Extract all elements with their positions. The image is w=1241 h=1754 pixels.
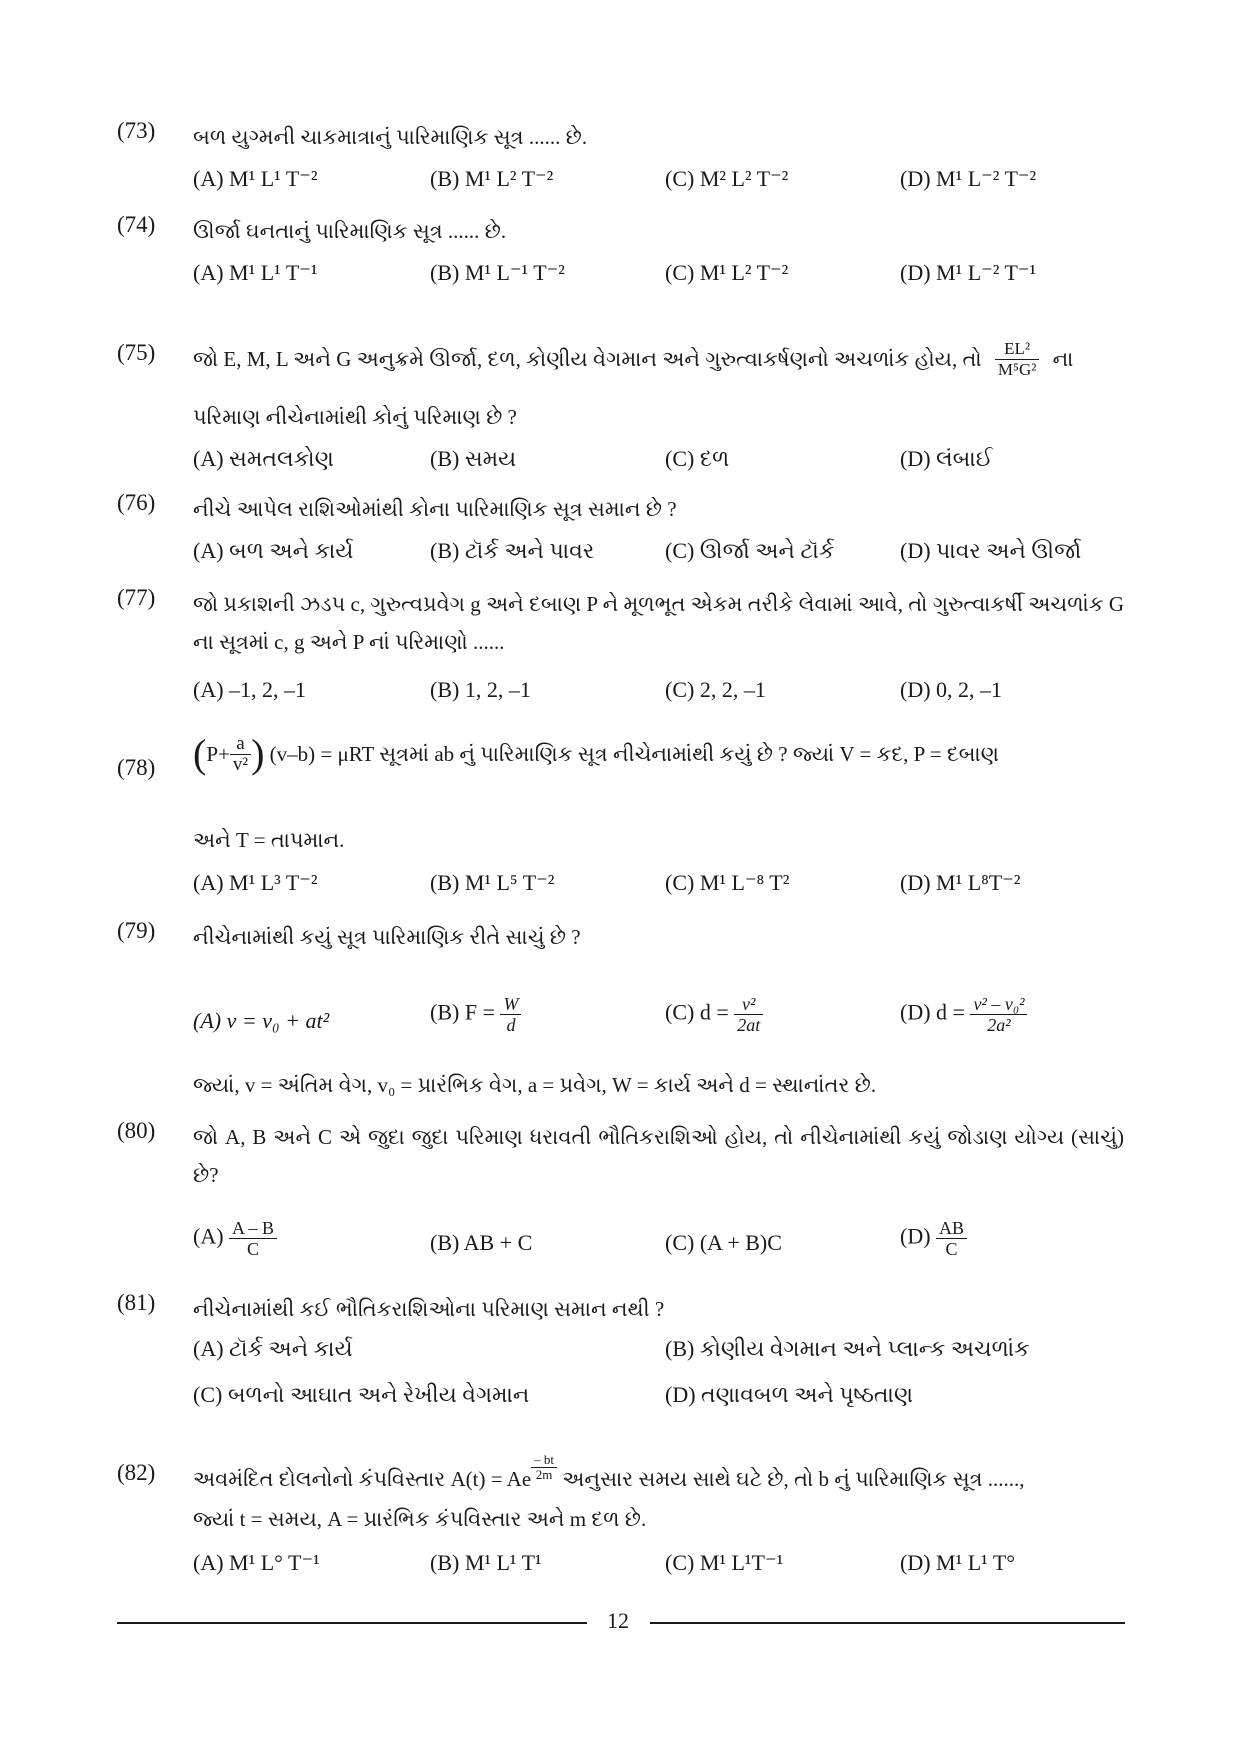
fraction	[230, 734, 251, 775]
question-text-c: પરિમાણ નીચેનામાંથી કોનું પરિમાણ છે ?	[193, 405, 517, 429]
question-number: (82)	[117, 1460, 156, 1485]
fraction-denominator: 2at	[737, 1015, 761, 1035]
question-text: ઊર્જા ઘનતાનું પારિમાણિક સૂત્ર ...... છે.	[193, 219, 507, 243]
question-number: (81)	[117, 1290, 156, 1315]
option-a-fraction	[229, 1218, 277, 1259]
option-c-fraction	[734, 994, 763, 1035]
option-a: (A) M¹ L° T⁻¹	[193, 1550, 320, 1575]
option-c: (C) M² L² T⁻²	[665, 166, 789, 191]
option-c: (C) ઊર્જા અને ટૉર્ક	[665, 538, 835, 563]
fraction-numerator: a	[230, 734, 251, 755]
option-b: (B) M¹ L⁵ T⁻²	[430, 870, 555, 895]
option-d: (D) M¹ L⁻² T⁻²	[900, 166, 1037, 191]
option-a: (A) M¹ L¹ T⁻¹	[193, 260, 318, 285]
fraction-numerator: EL²	[995, 339, 1039, 360]
option-a: (A) ટૉર્ક અને કાર્ય	[193, 1336, 353, 1361]
expr-p: P+	[206, 742, 230, 767]
option-b: (B) 1, 2, –1	[430, 677, 531, 702]
fraction-numerator: W	[500, 994, 521, 1015]
question-number: (78)	[117, 755, 156, 780]
exponent-fraction	[531, 1453, 557, 1482]
option-b: (B) M¹ L¹ T¹	[430, 1550, 542, 1575]
option-a-prefix: (A)	[193, 1223, 224, 1249]
question-number: (73)	[117, 118, 156, 143]
option-b-prefix: (B) F =	[430, 999, 495, 1025]
option-c: (C) (A + B)C	[665, 1230, 782, 1255]
question-text: જો A, B અને C એ જુદા જુદા પરિમાણ ધરાવતી ભૌતિકરાશિઓ હોય, તો નીચેનામાંથી કયું જોડાણ યોગ્ય (સાચું) છે?	[193, 1125, 1124, 1187]
fraction-numerator: A – B	[229, 1218, 277, 1239]
question-text	[193, 733, 1124, 775]
fraction-denominator: C	[247, 1239, 260, 1259]
option-d: (D) M¹ L⁸T⁻²	[900, 870, 1021, 895]
question-text-a: અવમંદિત દોલનોનો કંપવિસ્તાર A(t) = Ae	[193, 1467, 532, 1491]
option-d: (D) લંબાઈ	[900, 446, 993, 471]
option-c: (C) 2, 2, –1	[665, 677, 766, 702]
question-text: જો પ્રકાશની ઝડપ c, ગુરુત્વપ્રવેગ g અને દબાણ P ને મૂળભૂત એકમ તરીકે લેવામાં આવે, તો ગુરુત્વાકર્ષી અચળાંક G ના સૂત્રમાં c, g અને P નાં પરિમાણો ......	[193, 592, 1124, 654]
question-number: (76)	[117, 490, 156, 515]
question-number: (75)	[117, 340, 156, 365]
option-c: (C) M¹ L² T⁻²	[665, 260, 789, 285]
fraction-denominator: M⁵G²	[997, 359, 1037, 379]
fraction-numerator: v²	[734, 994, 763, 1015]
fraction-numerator: – bt	[531, 1453, 557, 1468]
option-b	[430, 994, 521, 1035]
option-d-prefix: (D)	[900, 1223, 931, 1249]
question-text: નીચેનામાંથી કયું સૂત્ર પારિમાણિક રીતે સાચું છે ?	[193, 925, 581, 949]
option-a: (A) સમતલકોણ	[193, 446, 334, 471]
fraction-denominator: C	[945, 1239, 958, 1259]
option-d: (D) તણાવબળ અને પૃષ્ઠતાણ	[665, 1382, 914, 1407]
fraction-denominator: 2a²	[987, 1015, 1011, 1035]
option-c: (C) બળનો આઘાત અને રેખીય વેગમાન	[193, 1382, 530, 1407]
question-note: જ્યાં, v = અંતિમ વેગ, v₀ = પ્રારંભિક વેગ, a = પ્રવેગ, W = કાર્ય અને d = સ્થાનાંતર છે.	[193, 1073, 877, 1097]
option-d	[900, 1218, 967, 1259]
option-b: (B) AB + C	[430, 1230, 533, 1255]
footer-rule-right	[650, 1622, 1125, 1624]
question-text-a: (v–b) = μRT સૂત્રમાં ab નું પારિમાણિક સૂત્ર નીચેનામાંથી કયું છે ? જ્યાં V = કદ, P = દબાણ	[269, 742, 999, 767]
question-number: (79)	[117, 918, 156, 943]
question-text-b: ના	[1052, 347, 1074, 371]
question-text: નીચે આપેલ રાશિઓમાંથી કોના પારિમાણિક સૂત્ર સમાન છે ?	[193, 497, 677, 521]
question-text-b: અનુસાર સમય સાથે ઘટે છે, તો b નું પારિમાણિક સૂત્ર ......,	[562, 1467, 1025, 1491]
question-text: નીચેનામાંથી કઈ ભૌતિકરાશિઓના પરિમાણ સમાન નથી ?	[193, 1297, 665, 1321]
option-a: (A) –1, 2, –1	[193, 677, 307, 702]
question-text-b: અને T = તાપમાન.	[193, 828, 345, 852]
option-a	[193, 1218, 277, 1259]
page-number: 12	[607, 1608, 629, 1633]
fraction-denominator: 2m	[535, 1466, 553, 1482]
option-c: (C) M¹ L¹T⁻¹	[665, 1550, 784, 1575]
right-paren: )	[251, 731, 265, 777]
option-a: (A) બળ અને કાર્ય	[193, 538, 354, 563]
question-number: (80)	[117, 1118, 156, 1143]
question-text	[193, 340, 1124, 382]
option-c-prefix: (C) d =	[665, 999, 729, 1025]
footer-rule-left	[117, 1622, 587, 1624]
option-c: (C) દળ	[665, 446, 730, 471]
option-b: (B) સમય	[430, 446, 517, 471]
option-d: (D) પાવર અને ઊર્જા	[900, 538, 1082, 563]
question-text	[193, 1451, 1124, 1498]
question-number: (77)	[117, 585, 156, 610]
option-b: (B) M¹ L² T⁻²	[430, 166, 554, 191]
left-paren: (	[193, 731, 207, 777]
fraction-denominator: v²	[232, 753, 249, 775]
option-c	[665, 994, 763, 1035]
question-text: બળ યુગ્મની ચાકમાત્રાનું પારિમાણિક સૂત્ર ...... છે.	[193, 125, 588, 149]
option-d: (D) M¹ L⁻² T⁻¹	[900, 260, 1037, 285]
option-b-fraction	[500, 994, 521, 1035]
option-b: (B) M¹ L⁻¹ T⁻²	[430, 260, 565, 285]
option-d: (D) 0, 2, –1	[900, 677, 1003, 702]
question-number: (74)	[117, 212, 156, 237]
option-a: (A) M¹ L³ T⁻²	[193, 870, 318, 895]
option-d	[900, 994, 1027, 1035]
option-b: (B) ટૉર્ક અને પાવર	[430, 538, 595, 563]
fraction	[995, 339, 1039, 380]
option-a: (A) v = v₀ + at²	[193, 1008, 330, 1033]
question-text-a: જો E, M, L અને G અનુક્રમે ઊર્જા, દળ, કોણીય વેગમાન અને ગુરુત્વાકર્ષણનો અચળાંક હોય, તો	[193, 347, 982, 371]
option-c: (C) M¹ L⁻⁸ T²	[665, 870, 790, 895]
fraction-denominator: d	[506, 1015, 516, 1035]
option-d: (D) M¹ L¹ T°	[900, 1550, 1016, 1575]
option-d-fraction	[970, 994, 1027, 1035]
option-a: (A) M¹ L¹ T⁻²	[193, 166, 318, 191]
fraction-numerator: AB	[936, 1218, 967, 1239]
option-d-prefix: (D) d =	[900, 999, 965, 1025]
question-text-c: જ્યાં t = સમય, A = પ્રારંભિક કંપવિસ્તાર અને m દળ છે.	[193, 1507, 647, 1531]
option-b: (B) કોણીય વેગમાન અને પ્લાન્ક અચળાંક	[665, 1336, 1030, 1361]
fraction-numerator: v² – v₀²	[970, 994, 1027, 1015]
option-d-fraction	[936, 1218, 967, 1259]
